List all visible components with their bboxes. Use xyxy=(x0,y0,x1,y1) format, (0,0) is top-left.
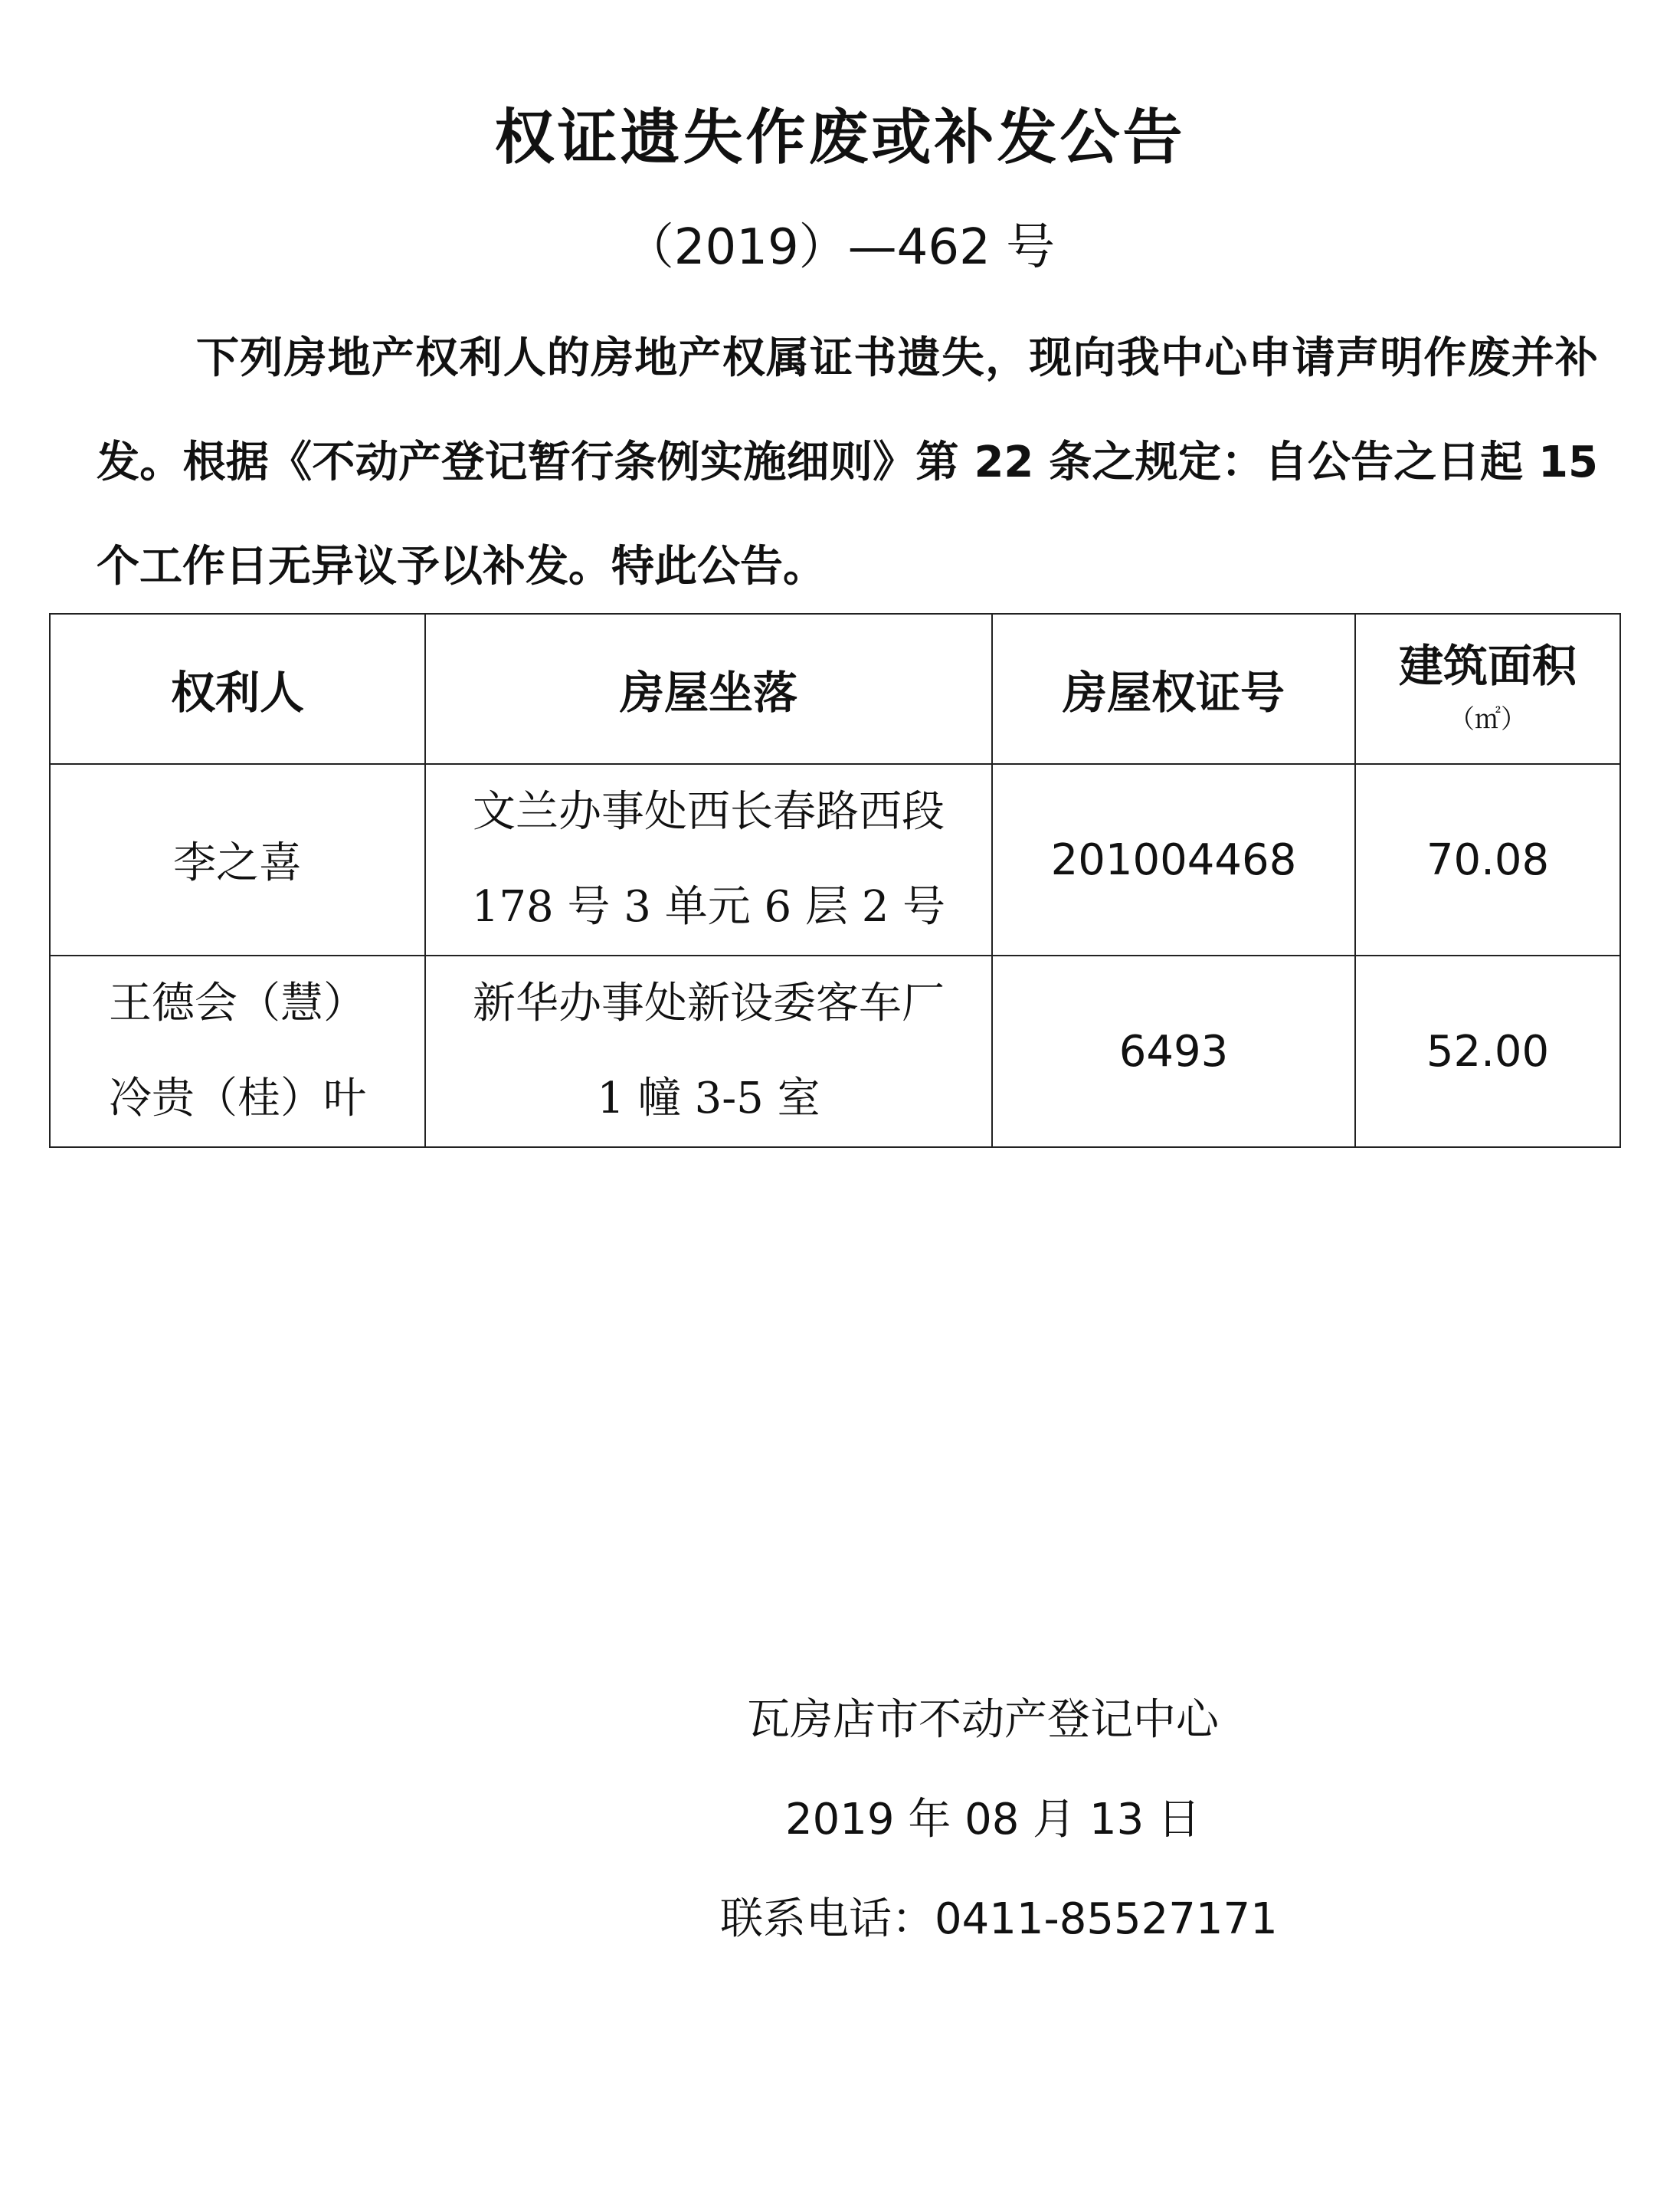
header-certificate: 房屋权证号 xyxy=(992,614,1355,764)
table-header-row xyxy=(50,614,1620,764)
certificate-cell: 6493 xyxy=(992,956,1355,1147)
location-line: 178 号 3 单元 6 层 2 号 xyxy=(471,882,946,932)
header-area-label: 建筑面积 xyxy=(1398,640,1577,692)
header-area-unit: （㎡） xyxy=(1449,704,1527,735)
location-cell xyxy=(425,956,992,1147)
notice-title: 权证遗失作废或补发公告 xyxy=(494,103,1186,172)
issuing-organization: 瓦房店市不动产登记中心 xyxy=(747,1695,1219,1745)
owner-line: 冷贵（桂）叶 xyxy=(109,1074,366,1123)
header-owner: 权利人 xyxy=(50,614,425,764)
certificate-cell: 201004468 xyxy=(992,764,1355,956)
notice-body: 下列房地产权利人的房地产权属证书遗失，现向我中心申请声明作废并补发。根据《不动产登记暂行条例实施细则》第 22 条之规定：自公告之日起 15 个工作日无异议予以补发。特此公告。 xyxy=(97,333,1598,592)
contact-phone: 联系电话：0411-85527171 xyxy=(720,1894,1278,1944)
location-line: 文兰办事处西长春路西段 xyxy=(473,787,945,837)
location-line: 新华办事处新设委客车厂 xyxy=(473,979,945,1028)
owner-line: 王德会（慧） xyxy=(109,979,366,1028)
header-location: 房屋坐落 xyxy=(425,614,992,764)
notice-number: （2019）—462 号 xyxy=(624,219,1056,276)
certificate-table xyxy=(49,613,1621,1148)
location-cell xyxy=(425,764,992,956)
area-cell: 70.08 xyxy=(1355,764,1620,956)
header-area xyxy=(1355,614,1620,764)
owner-cell xyxy=(50,956,425,1147)
location-line: 1 幢 3-5 室 xyxy=(597,1074,820,1123)
table-row xyxy=(50,764,1620,956)
table-row xyxy=(50,956,1620,1147)
owner-cell: 李之喜 xyxy=(50,764,425,956)
area-cell: 52.00 xyxy=(1355,956,1620,1147)
issue-date: 2019 年 08 月 13 日 xyxy=(785,1795,1201,1844)
